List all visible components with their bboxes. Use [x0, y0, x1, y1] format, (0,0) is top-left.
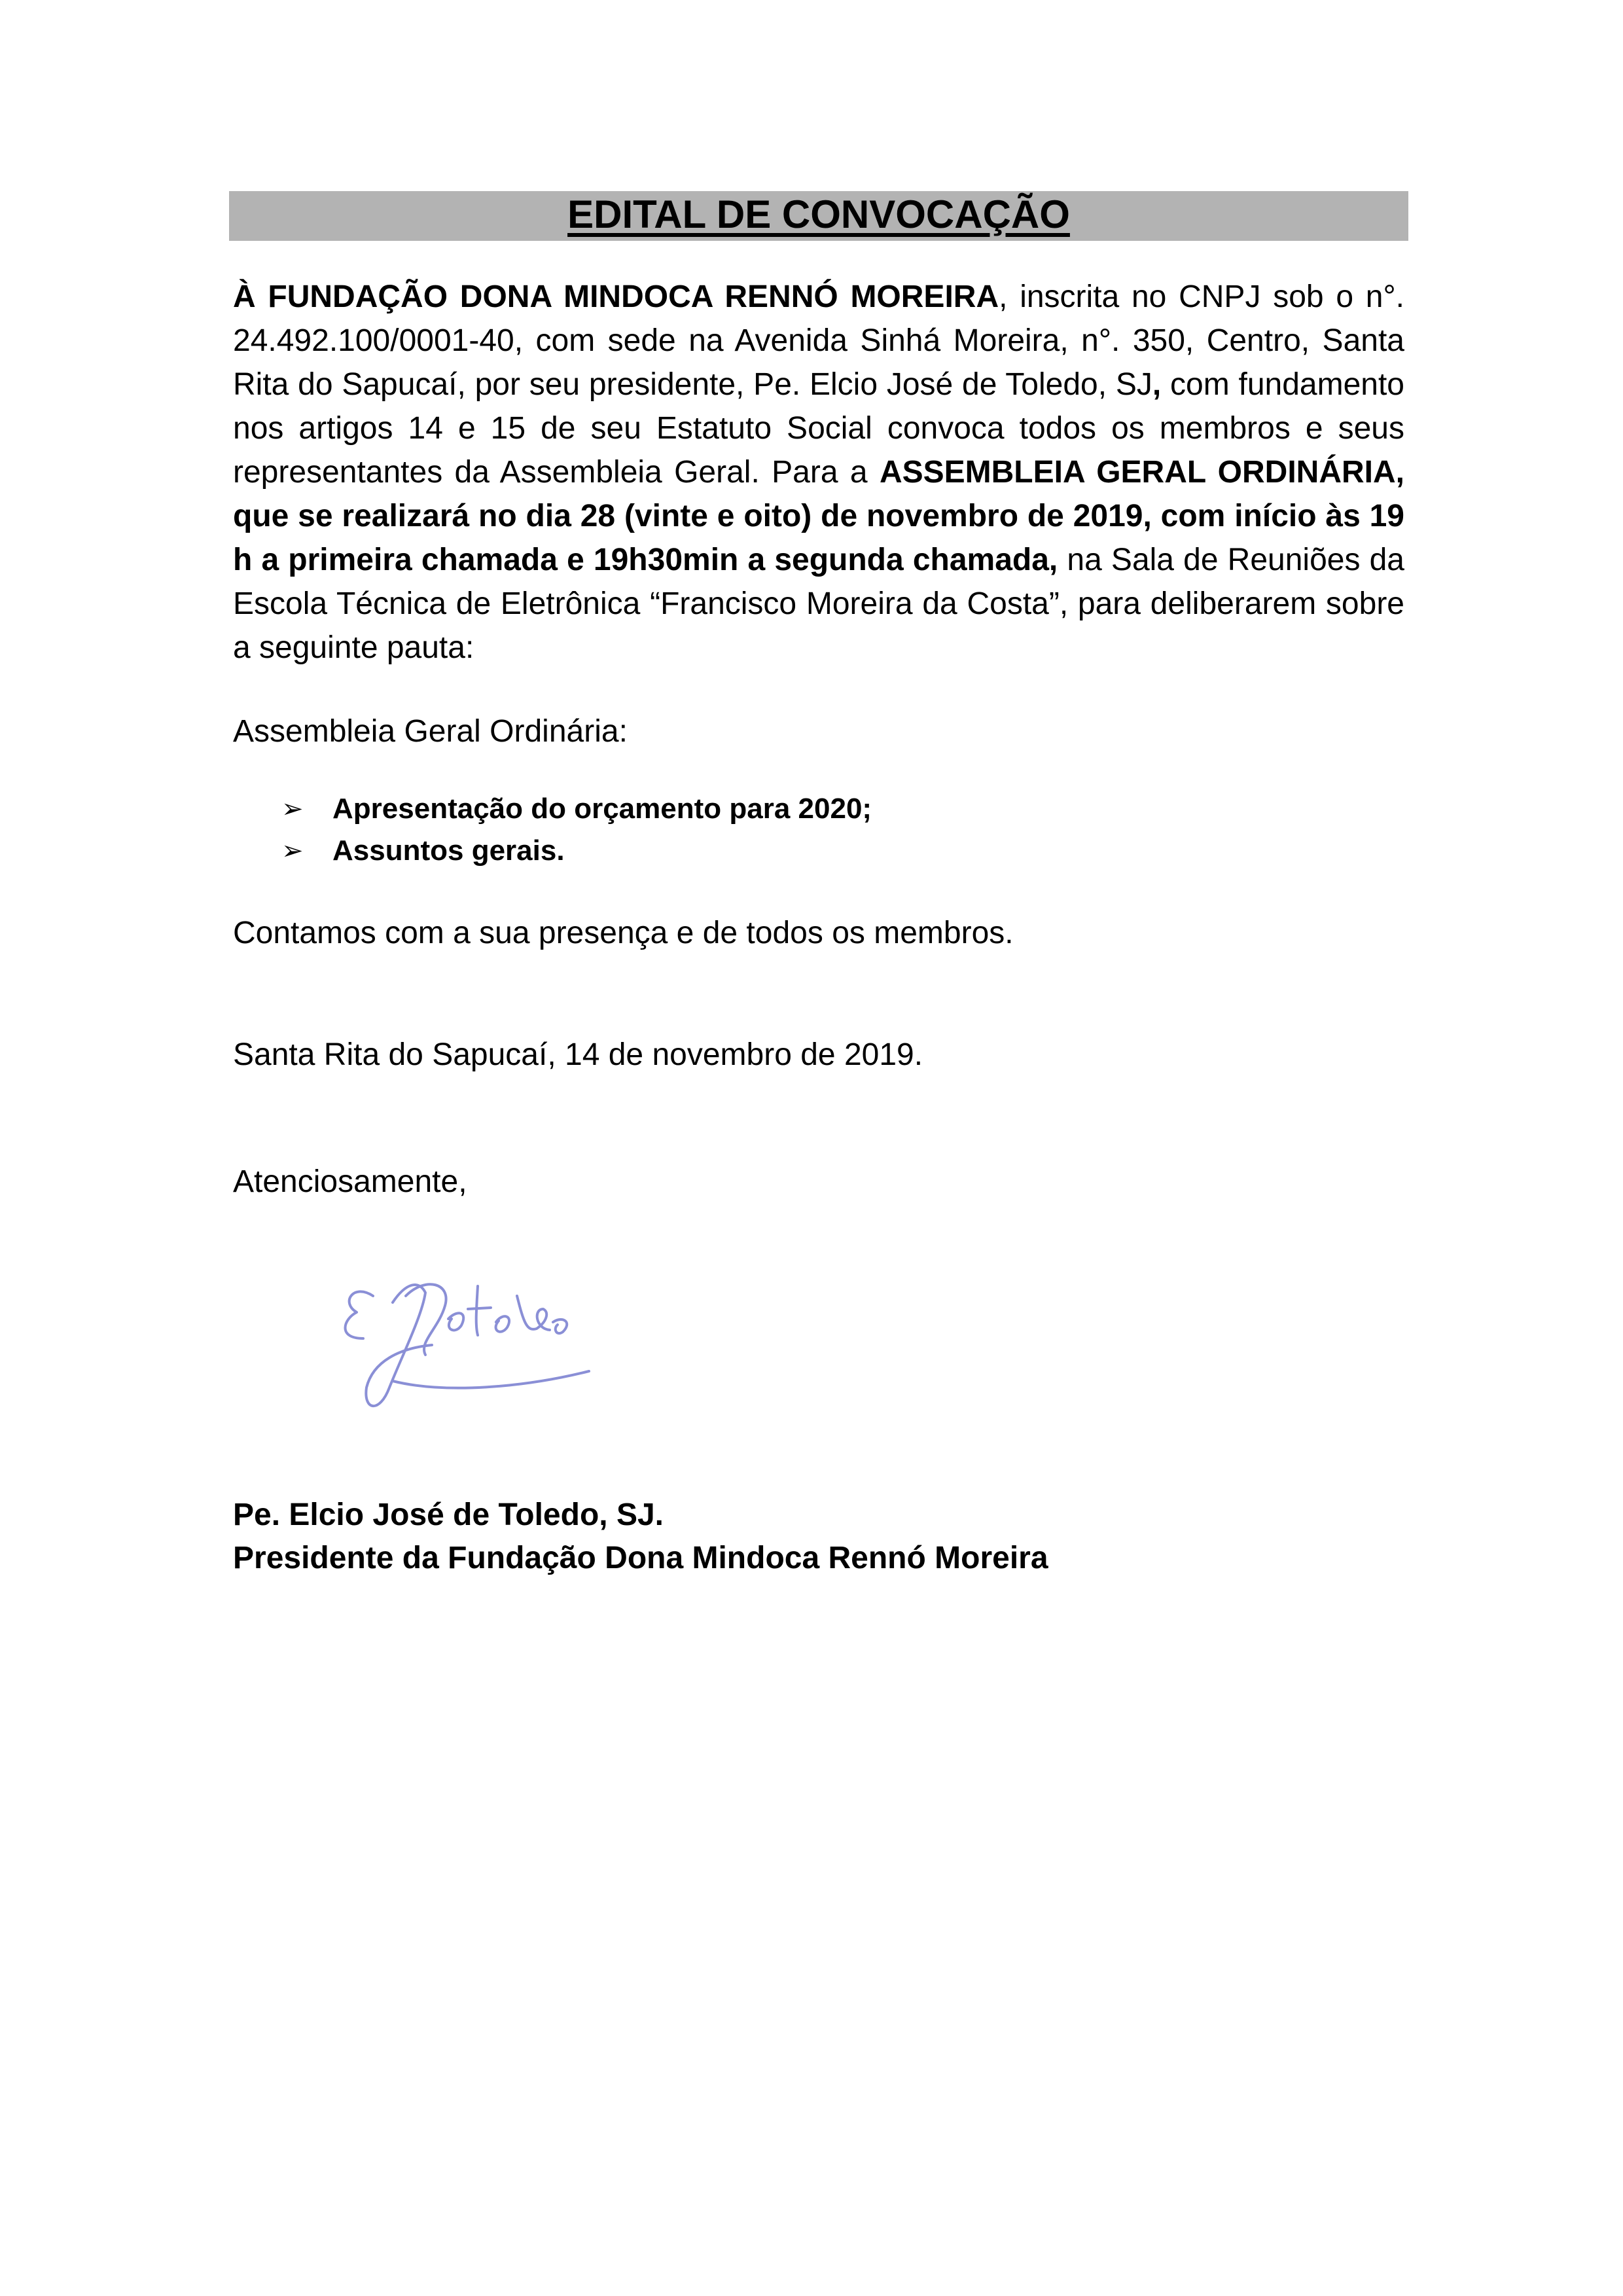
agenda-item-text: Assuntos gerais. — [332, 834, 565, 867]
greeting: Atenciosamente, — [233, 1164, 467, 1199]
assembly-details: ASSEMBLEIA GERAL ORDINÁRIA, que se realizará no dia 28 (vinte e oito) de novembro de 2019, com início às 19 h a primeira chamada e 19h30min a segunda chamada, — [233, 455, 1405, 577]
signer-role: Presidente da Fundação Dona Mindoca Rennó Moreira — [233, 1541, 1048, 1575]
agenda-item-text: Apresentação do orçamento para 2020; — [332, 793, 872, 825]
agenda-list — [281, 788, 872, 872]
foundation-name: À FUNDAÇÃO DONA MINDOCA RENNÓ MOREIRA — [233, 279, 999, 314]
closing-sentence: Contamos com a sua presença e de todos os membros. — [233, 916, 1014, 950]
arrow-bullet-icon: ➢ — [281, 795, 304, 823]
arrow-bullet-icon: ➢ — [281, 836, 304, 865]
intro-text-1: , inscrita no CNPJ sob o n°. 24.492.100/0001-40, com sede na Avenida Sinhá Moreira, n°. 350, Centro, Santa Rita do Sapucaí, por seu presidente, Pe. Elcio José de Toledo, SJ — [233, 279, 1404, 402]
intro-text-3: na Sala de Reuniões da Escola Técnica de Eletrônica “Francisco Moreira da Costa”, para deliberarem sobre a seguinte pauta: — [233, 543, 1404, 665]
place-and-date: Santa Rita do Sapucaí, 14 de novembro de 2019. — [233, 1037, 923, 1072]
intro-paragraph — [233, 275, 1404, 670]
signer-name: Pe. Elcio José de Toledo, SJ. — [233, 1498, 664, 1532]
intro-bold-comma: , — [1152, 367, 1162, 402]
handwritten-signature — [327, 1257, 615, 1433]
intro-text-2: com fundamento nos artigos 14 e 15 de seu Estatuto Social convoca todos os membros e seus representantes da Assembleia Geral. Para a — [233, 367, 1405, 490]
document-title: EDITAL DE CONVOCAÇÃO — [567, 192, 1070, 236]
agenda-item — [281, 830, 872, 872]
agenda-item — [281, 788, 872, 830]
agenda-label: Assembleia Geral Ordinária: — [233, 714, 628, 749]
